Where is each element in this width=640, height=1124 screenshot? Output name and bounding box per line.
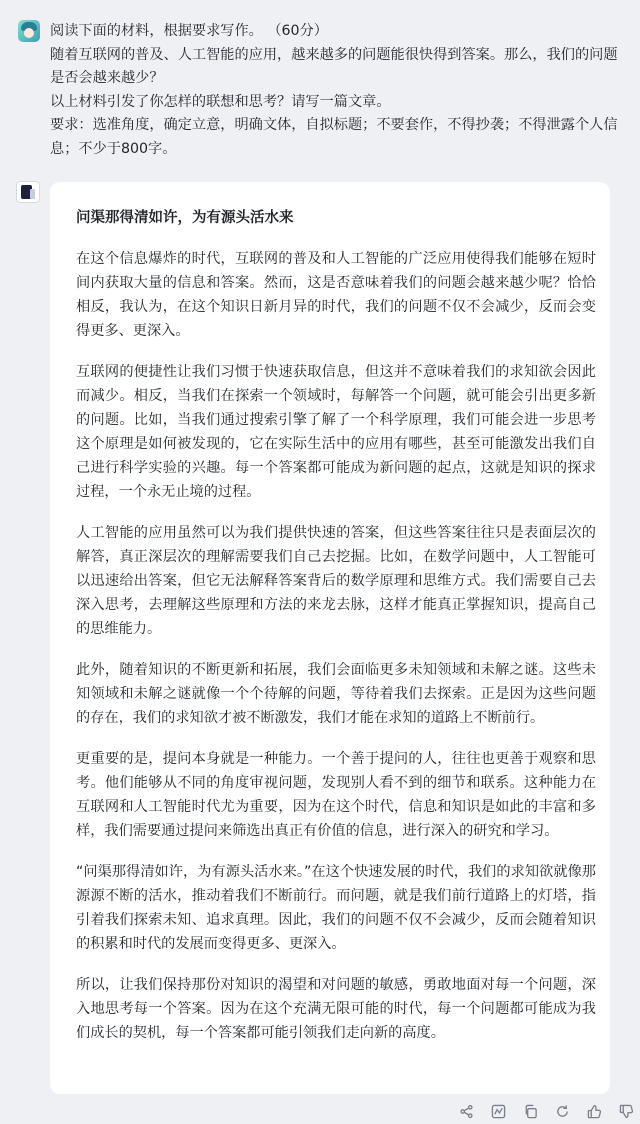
answer-paragraph: 在这个信息爆炸的时代，互联网的普及和人工智能的广泛应用使得我们能够在短时间内获取大量的信息和答案。然而，这是否意味着我们的问题会越来越少呢？恰恰相反，我认为，在这个知识日新月异的时代，我们的问题不仅不会减少，反而会变得更多、更深入。	[76, 251, 596, 339]
thumbs-down-icon[interactable]	[615, 1100, 637, 1122]
user-message-line: 以上材料引发了你怎样的联想和思考？请写一篇文章。	[50, 93, 391, 110]
chart-icon[interactable]	[487, 1100, 509, 1122]
assistant-answer-card	[50, 182, 610, 1094]
answer-paragraph: “问渠那得清如许，为有源头活水来。”在这个快速发展的时代，我们的求知欲就像那源源不断的活水，推动着我们不断前行。而问题，就是我们前行道路上的灯塔，指引着我们探索未知、追求真理。因此，我们的问题不仅不会减少，反而会随着知识的积累和时代的发展而变得更多、更深入。	[76, 864, 596, 952]
copy-icon[interactable]	[519, 1100, 541, 1122]
assistant-avatar	[16, 181, 40, 203]
answer-paragraph: 人工智能的应用虽然可以为我们提供快速的答案，但这些答案往往只是表面层次的解答，真正深层次的理解需要我们自己去挖掘。比如，在数学问题中，人工智能可以迅速给出答案，但它无法解释答案背后的数学原理和思维方式。我们需要自己去深入思考，去理解这些原理和方法的来龙去脉，这样才能真正掌握知识，提高自己的思维能力。	[76, 525, 596, 637]
user-message-line: 要求：选准角度，确定立意，明确文体，自拟标题；不要套作，不得抄袭；不得泄露个人信息；不少于800字。	[50, 117, 618, 157]
user-message	[50, 20, 625, 161]
answer-title: 问渠那得清如许，为有源头活水来	[76, 210, 294, 226]
share-icon[interactable]	[455, 1100, 477, 1122]
answer-toolbar	[455, 1100, 637, 1122]
thumbs-up-icon[interactable]	[583, 1100, 605, 1122]
user-avatar	[18, 20, 40, 42]
user-message-line: 随着互联网的普及、人工智能的应用，越来越多的问题能很快得到答案。那么，我们的问题是否会越来越少？	[50, 46, 618, 86]
user-message-line: 阅读下面的材料，根据要求写作。 （60分）	[50, 23, 328, 39]
answer-paragraph: 所以，让我们保持那份对知识的渴望和对问题的敏感，勇敢地面对每一个问题，深入地思考每一个答案。因为在这个充满无限可能的时代，每一个问题都可能成为我们成长的契机，每一个答案都可能引领我们走向新的高度。	[76, 977, 596, 1041]
answer-paragraph: 此外，随着知识的不断更新和拓展，我们会面临更多未知领域和未解之谜。这些未知领域和未解之谜就像一个个待解的问题，等待着我们去探索。正是因为这些问题的存在，我们的求知欲才被不断激发，我们才能在求知的道路上不断前行。	[76, 662, 596, 726]
answer-paragraph: 更重要的是，提问本身就是一种能力。一个善于提问的人，往往也更善于观察和思考。他们能够从不同的角度审视问题，发现别人看不到的细节和联系。这种能力在互联网和人工智能时代尤为重要，因为在这个时代，信息和知识是如此的丰富和多样，我们需要通过提问来筛选出真正有价值的信息，进行深入的研究和学习。	[76, 751, 596, 839]
refresh-icon[interactable]	[551, 1100, 573, 1122]
answer-paragraph: 互联网的便捷性让我们习惯于快速获取信息，但这并不意味着我们的求知欲会因此而减少。相反，当我们在探索一个领域时，每解答一个问题，就可能会引出更多新的问题。比如，当我们通过搜索引擎了解了一个科学原理，我们可能会进一步思考这个原理是如何被发现的，它在实际生活中的应用有哪些，甚至可能激发出我们自己进行科学实验的兴趣。每一个答案都可能成为新问题的起点，这就是知识的探求过程，一个永无止境的过程。	[76, 364, 596, 500]
user-message-row	[0, 0, 640, 170]
